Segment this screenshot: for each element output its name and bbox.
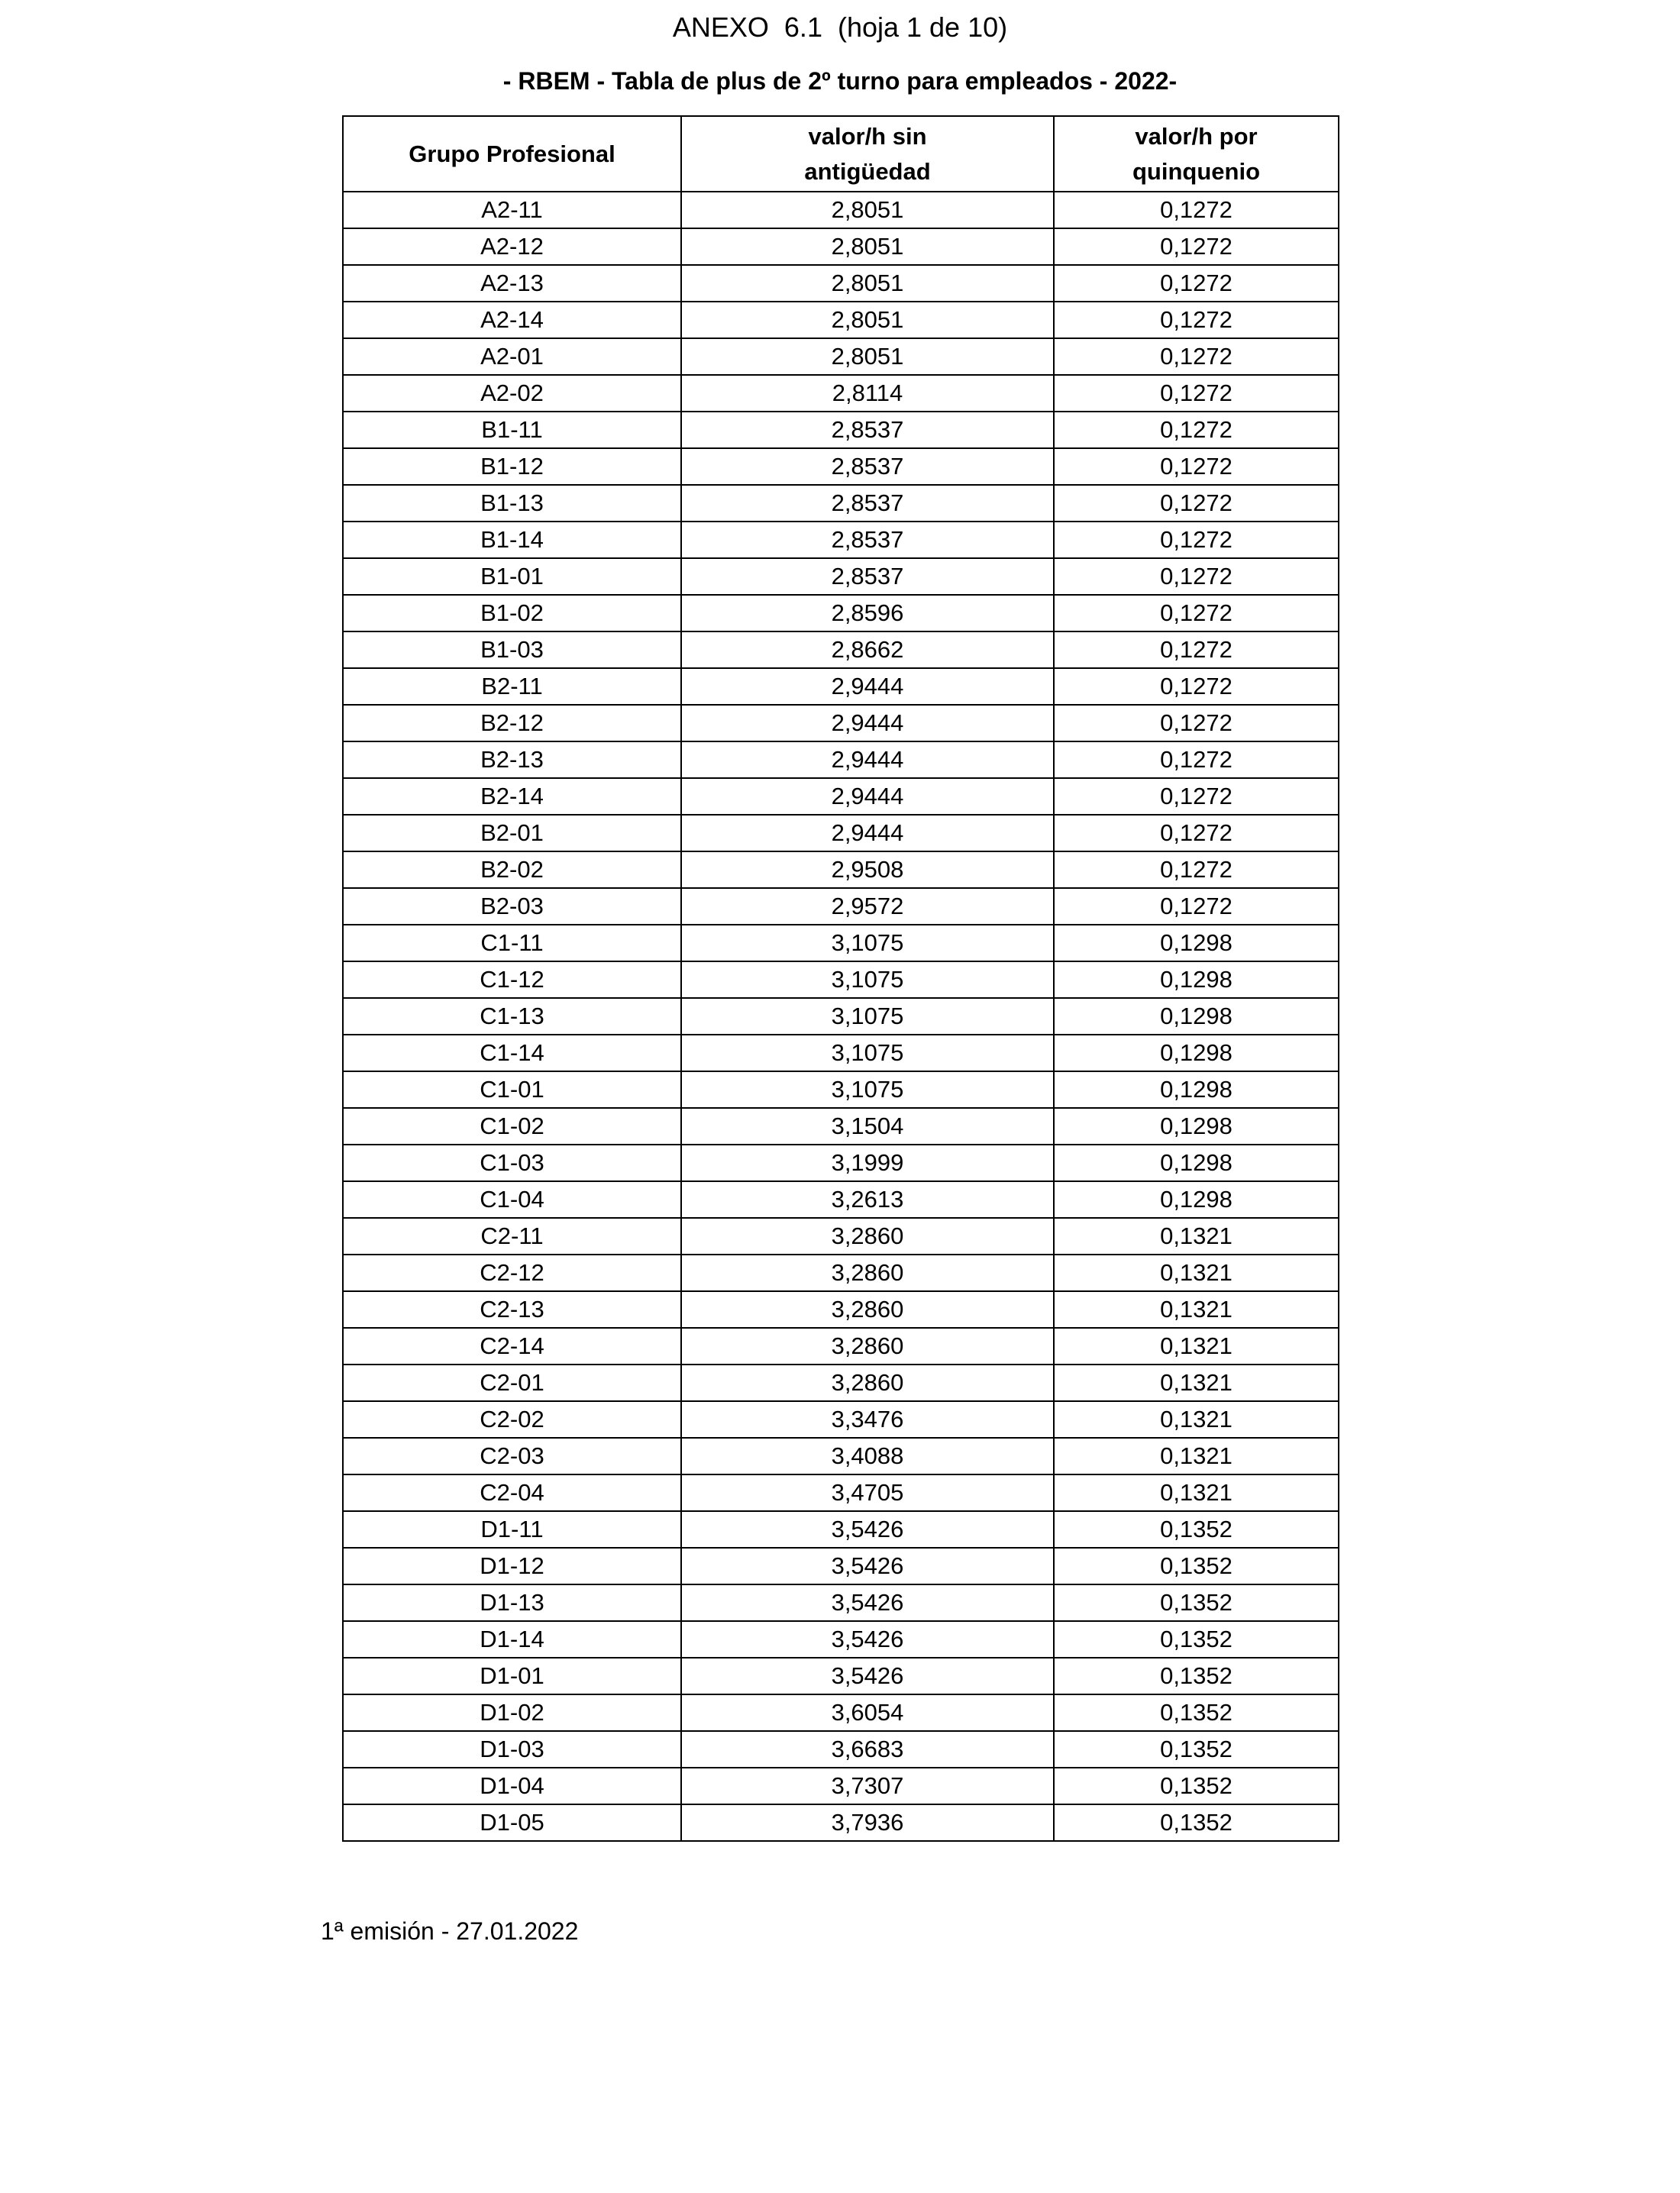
cell-valor-sin-antiguedad: 2,8537 (681, 558, 1054, 595)
cell-valor-sin-antiguedad: 3,6054 (681, 1694, 1054, 1731)
header-valor-sin-antiguedad (681, 116, 1054, 192)
cell-grupo: C2-14 (343, 1328, 681, 1365)
cell-valor-sin-antiguedad: 2,9444 (681, 815, 1054, 851)
cell-valor-quinquenio: 0,1272 (1054, 192, 1339, 228)
cell-valor-sin-antiguedad: 3,1999 (681, 1145, 1054, 1181)
cell-valor-sin-antiguedad: 3,7307 (681, 1768, 1054, 1804)
cell-grupo: A2-13 (343, 265, 681, 302)
table-row (343, 1365, 1339, 1401)
cell-grupo: B2-01 (343, 815, 681, 851)
cell-valor-sin-antiguedad: 3,2860 (681, 1291, 1054, 1328)
cell-valor-sin-antiguedad: 3,7936 (681, 1804, 1054, 1841)
table-row (343, 522, 1339, 558)
table-row (343, 1145, 1339, 1181)
cell-valor-sin-antiguedad: 2,9444 (681, 668, 1054, 705)
cell-grupo: C2-03 (343, 1438, 681, 1474)
cell-valor-quinquenio: 0,1272 (1054, 412, 1339, 448)
table-row (343, 778, 1339, 815)
table-header (343, 116, 1339, 192)
header-quinquenio-line1: valor/h por (1135, 122, 1258, 150)
cell-valor-sin-antiguedad: 3,1075 (681, 998, 1054, 1035)
cell-valor-quinquenio: 0,1321 (1054, 1328, 1339, 1365)
cell-grupo: A2-12 (343, 228, 681, 265)
table-row (343, 485, 1339, 522)
cell-valor-quinquenio: 0,1272 (1054, 448, 1339, 485)
table-row (343, 1804, 1339, 1841)
cell-valor-quinquenio: 0,1321 (1054, 1474, 1339, 1511)
cell-valor-quinquenio: 0,1352 (1054, 1511, 1339, 1548)
cell-valor-quinquenio: 0,1321 (1054, 1218, 1339, 1255)
cell-grupo: B1-02 (343, 595, 681, 631)
table-row (343, 448, 1339, 485)
cell-valor-quinquenio: 0,1272 (1054, 558, 1339, 595)
cell-valor-quinquenio: 0,1298 (1054, 1108, 1339, 1145)
table-row (343, 851, 1339, 888)
table-row (343, 1291, 1339, 1328)
cell-valor-quinquenio: 0,1352 (1054, 1804, 1339, 1841)
table-row (343, 302, 1339, 338)
cell-valor-sin-antiguedad: 3,5426 (681, 1621, 1054, 1658)
cell-valor-quinquenio: 0,1272 (1054, 851, 1339, 888)
table-row (343, 1181, 1339, 1218)
cell-valor-quinquenio: 0,1272 (1054, 522, 1339, 558)
table-row (343, 412, 1339, 448)
cell-valor-quinquenio: 0,1272 (1054, 631, 1339, 668)
cell-valor-sin-antiguedad: 2,9572 (681, 888, 1054, 925)
table-row (343, 815, 1339, 851)
cell-valor-sin-antiguedad: 3,3476 (681, 1401, 1054, 1438)
cell-grupo: D1-14 (343, 1621, 681, 1658)
cell-valor-quinquenio: 0,1352 (1054, 1621, 1339, 1658)
cell-grupo: B2-14 (343, 778, 681, 815)
cell-valor-quinquenio: 0,1272 (1054, 485, 1339, 522)
table-row (343, 1401, 1339, 1438)
cell-valor-quinquenio: 0,1352 (1054, 1694, 1339, 1731)
table-row (343, 1511, 1339, 1548)
table-body (343, 192, 1339, 1841)
table-row (343, 265, 1339, 302)
cell-grupo: C1-12 (343, 961, 681, 998)
table-row (343, 558, 1339, 595)
cell-grupo: A2-01 (343, 338, 681, 375)
header-row (343, 116, 1339, 192)
header-valor-line2: antigüedad (804, 157, 931, 185)
cell-valor-sin-antiguedad: 2,8051 (681, 302, 1054, 338)
cell-grupo: D1-04 (343, 1768, 681, 1804)
table-row (343, 1071, 1339, 1108)
table-row (343, 1584, 1339, 1621)
cell-grupo: C2-01 (343, 1365, 681, 1401)
cell-valor-quinquenio: 0,1272 (1054, 338, 1339, 375)
cell-valor-sin-antiguedad: 3,2860 (681, 1365, 1054, 1401)
document-subtitle: - RBEM - Tabla de plus de 2º turno para empleados - 2022- (502, 67, 1178, 95)
cell-grupo: D1-01 (343, 1658, 681, 1694)
table-row (343, 375, 1339, 412)
cell-grupo: B2-02 (343, 851, 681, 888)
cell-valor-quinquenio: 0,1272 (1054, 668, 1339, 705)
cell-valor-sin-antiguedad: 3,2860 (681, 1218, 1054, 1255)
cell-grupo: B1-13 (343, 485, 681, 522)
plus-table (342, 115, 1339, 1842)
table-row (343, 1658, 1339, 1694)
cell-valor-sin-antiguedad: 3,5426 (681, 1658, 1054, 1694)
cell-valor-sin-antiguedad: 3,4705 (681, 1474, 1054, 1511)
cell-valor-sin-antiguedad: 2,9444 (681, 705, 1054, 741)
table-row (343, 1108, 1339, 1145)
cell-valor-sin-antiguedad: 3,4088 (681, 1438, 1054, 1474)
cell-grupo: C1-04 (343, 1181, 681, 1218)
header-valor-por-quinquenio (1054, 116, 1339, 192)
cell-valor-sin-antiguedad: 2,8051 (681, 192, 1054, 228)
cell-valor-quinquenio: 0,1298 (1054, 1181, 1339, 1218)
cell-valor-quinquenio: 0,1298 (1054, 998, 1339, 1035)
table-row (343, 1218, 1339, 1255)
cell-grupo: C1-03 (343, 1145, 681, 1181)
table-row (343, 1768, 1339, 1804)
cell-valor-quinquenio: 0,1321 (1054, 1365, 1339, 1401)
cell-valor-sin-antiguedad: 3,1504 (681, 1108, 1054, 1145)
cell-valor-sin-antiguedad: 3,5426 (681, 1511, 1054, 1548)
cell-valor-sin-antiguedad: 2,9444 (681, 741, 1054, 778)
cell-grupo: C1-11 (343, 925, 681, 961)
cell-valor-quinquenio: 0,1298 (1054, 925, 1339, 961)
cell-valor-sin-antiguedad: 2,8051 (681, 338, 1054, 375)
cell-grupo: C1-13 (343, 998, 681, 1035)
table-row (343, 1474, 1339, 1511)
cell-valor-sin-antiguedad: 2,8662 (681, 631, 1054, 668)
cell-valor-sin-antiguedad: 2,8051 (681, 228, 1054, 265)
cell-valor-quinquenio: 0,1272 (1054, 595, 1339, 631)
cell-valor-sin-antiguedad: 3,1075 (681, 1071, 1054, 1108)
table-row (343, 741, 1339, 778)
table-row (343, 1621, 1339, 1658)
header-valor-line1: valor/h sin (808, 122, 927, 150)
cell-grupo: C1-14 (343, 1035, 681, 1071)
cell-valor-quinquenio: 0,1272 (1054, 888, 1339, 925)
cell-grupo: D1-11 (343, 1511, 681, 1548)
cell-valor-quinquenio: 0,1272 (1054, 741, 1339, 778)
header-grupo-profesional (343, 116, 681, 192)
cell-valor-sin-antiguedad: 3,2613 (681, 1181, 1054, 1218)
header-quinquenio-line2: quinquenio (1132, 157, 1261, 185)
cell-grupo: B1-14 (343, 522, 681, 558)
table-row (343, 338, 1339, 375)
cell-valor-sin-antiguedad: 3,5426 (681, 1584, 1054, 1621)
cell-grupo: C2-11 (343, 1218, 681, 1255)
cell-valor-quinquenio: 0,1321 (1054, 1438, 1339, 1474)
cell-grupo: D1-12 (343, 1548, 681, 1584)
cell-valor-quinquenio: 0,1298 (1054, 961, 1339, 998)
cell-grupo: B2-12 (343, 705, 681, 741)
table-row (343, 1255, 1339, 1291)
cell-grupo: B1-12 (343, 448, 681, 485)
table-row (343, 888, 1339, 925)
cell-grupo: C1-02 (343, 1108, 681, 1145)
cell-valor-sin-antiguedad: 2,8537 (681, 412, 1054, 448)
cell-valor-quinquenio: 0,1272 (1054, 228, 1339, 265)
cell-valor-sin-antiguedad: 3,2860 (681, 1255, 1054, 1291)
cell-valor-sin-antiguedad: 3,1075 (681, 925, 1054, 961)
cell-grupo: D1-02 (343, 1694, 681, 1731)
table-row (343, 192, 1339, 228)
cell-valor-quinquenio: 0,1321 (1054, 1255, 1339, 1291)
cell-grupo: D1-03 (343, 1731, 681, 1768)
cell-grupo: B1-11 (343, 412, 681, 448)
cell-valor-sin-antiguedad: 2,8596 (681, 595, 1054, 631)
table-row (343, 1328, 1339, 1365)
cell-grupo: D1-13 (343, 1584, 681, 1621)
cell-valor-quinquenio: 0,1352 (1054, 1658, 1339, 1694)
table-row (343, 1548, 1339, 1584)
cell-valor-quinquenio: 0,1352 (1054, 1768, 1339, 1804)
table-row (343, 925, 1339, 961)
table-row (343, 631, 1339, 668)
cell-valor-quinquenio: 0,1321 (1054, 1401, 1339, 1438)
issue-note: 1ª emisión - 27.01.2022 (321, 1917, 579, 1945)
header-grupo-profesional-label: Grupo Profesional (409, 140, 615, 167)
cell-grupo: A2-11 (343, 192, 681, 228)
cell-valor-quinquenio: 0,1272 (1054, 705, 1339, 741)
cell-valor-quinquenio: 0,1321 (1054, 1291, 1339, 1328)
cell-valor-sin-antiguedad: 3,5426 (681, 1548, 1054, 1584)
cell-grupo: C1-01 (343, 1071, 681, 1108)
cell-grupo: C2-12 (343, 1255, 681, 1291)
table-row (343, 668, 1339, 705)
table-row (343, 595, 1339, 631)
table-row (343, 1438, 1339, 1474)
cell-valor-sin-antiguedad: 2,8114 (681, 375, 1054, 412)
cell-valor-quinquenio: 0,1272 (1054, 265, 1339, 302)
cell-grupo: B1-01 (343, 558, 681, 595)
cell-valor-quinquenio: 0,1298 (1054, 1145, 1339, 1181)
cell-grupo: B2-11 (343, 668, 681, 705)
cell-grupo: D1-05 (343, 1804, 681, 1841)
cell-grupo: C2-02 (343, 1401, 681, 1438)
cell-grupo: B2-13 (343, 741, 681, 778)
table-row (343, 1035, 1339, 1071)
cell-valor-sin-antiguedad: 2,8537 (681, 522, 1054, 558)
cell-valor-sin-antiguedad: 2,9444 (681, 778, 1054, 815)
cell-valor-quinquenio: 0,1272 (1054, 302, 1339, 338)
table-row (343, 1731, 1339, 1768)
cell-valor-quinquenio: 0,1352 (1054, 1584, 1339, 1621)
cell-valor-sin-antiguedad: 2,8537 (681, 448, 1054, 485)
table-row (343, 998, 1339, 1035)
cell-grupo: C2-13 (343, 1291, 681, 1328)
table-row (343, 705, 1339, 741)
cell-grupo: B1-03 (343, 631, 681, 668)
cell-valor-quinquenio: 0,1352 (1054, 1548, 1339, 1584)
cell-valor-quinquenio: 0,1272 (1054, 778, 1339, 815)
cell-valor-sin-antiguedad: 3,1075 (681, 1035, 1054, 1071)
cell-valor-sin-antiguedad: 3,6683 (681, 1731, 1054, 1768)
document-title: ANEXO 6.1 (hoja 1 de 10) (672, 11, 1008, 43)
table-row (343, 961, 1339, 998)
cell-valor-quinquenio: 0,1272 (1054, 375, 1339, 412)
cell-grupo: A2-02 (343, 375, 681, 412)
cell-grupo: A2-14 (343, 302, 681, 338)
table-row (343, 228, 1339, 265)
cell-valor-sin-antiguedad: 3,2860 (681, 1328, 1054, 1365)
cell-grupo: B2-03 (343, 888, 681, 925)
cell-valor-quinquenio: 0,1272 (1054, 815, 1339, 851)
cell-valor-quinquenio: 0,1352 (1054, 1731, 1339, 1768)
cell-valor-sin-antiguedad: 2,8051 (681, 265, 1054, 302)
table-row (343, 1694, 1339, 1731)
cell-grupo: C2-04 (343, 1474, 681, 1511)
cell-valor-quinquenio: 0,1298 (1054, 1035, 1339, 1071)
cell-valor-quinquenio: 0,1298 (1054, 1071, 1339, 1108)
cell-valor-sin-antiguedad: 2,9508 (681, 851, 1054, 888)
cell-valor-sin-antiguedad: 3,1075 (681, 961, 1054, 998)
cell-valor-sin-antiguedad: 2,8537 (681, 485, 1054, 522)
